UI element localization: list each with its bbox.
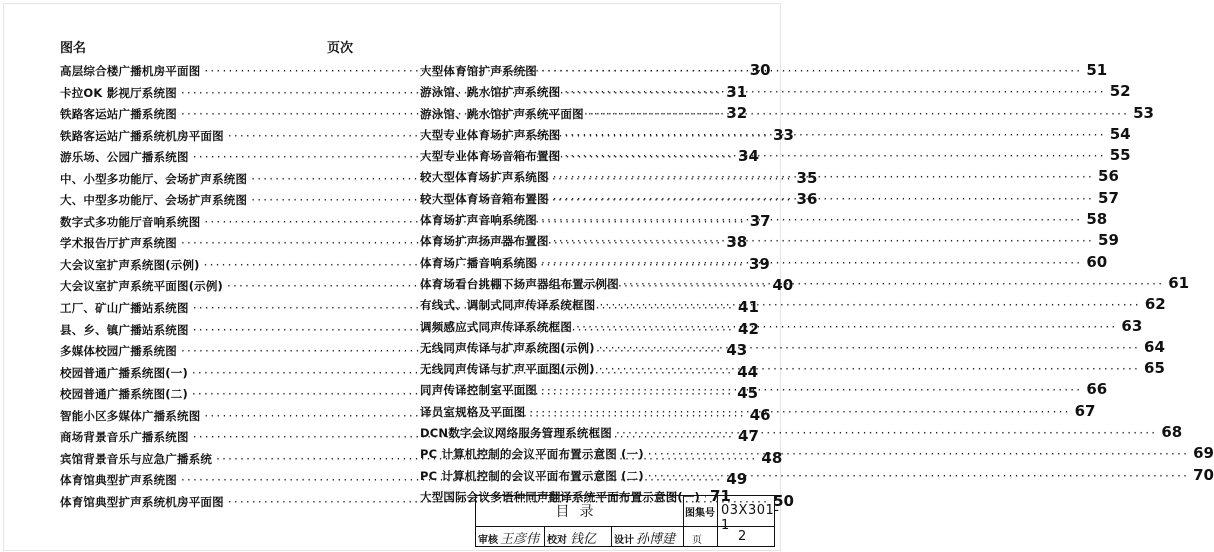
entry-title: 宾馆背景音乐与应急广播系统 [60,451,213,466]
entry-title: 铁路客运站广播系统图 [60,107,177,122]
header-page-label: 页次 [326,41,353,56]
entry-title: 同声传译控制室平面图 [420,383,537,398]
entry-page-number: 53 [1133,103,1154,122]
entry-page-number: 58 [1086,210,1108,229]
header-name-label: 图名 [60,41,87,56]
dot-leader [599,362,1140,376]
entry-title: 校园普通广播系统图(一) [60,365,188,380]
entry-title: 大会议室扩声系统平面图(示例) [60,279,224,294]
dot-leader [541,213,1082,227]
dot-leader [553,170,1094,184]
entry-title: 大型国际会议多语种同声翻译系统平面布置示意图(一) [420,489,701,504]
entry-title: 学术报告厅扩声系统图 [60,236,177,251]
dot-leader [553,234,1094,248]
entry-page-number: 32 [726,104,748,123]
entry-page-number: 37 [749,211,771,230]
entry-page-number: 69 [1193,444,1214,463]
title-block-vline [717,496,718,546]
entry-page-number: 66 [1086,380,1108,399]
review-signature: 王彦伟 [500,532,540,547]
contents-header-spacer [420,33,728,61]
entry-page-number: 45 [737,384,759,403]
entry-page-number: 39 [748,254,770,273]
dot-leader [541,256,1082,270]
entry-title: 中、小型多功能厅、会场扩声系统图 [60,171,248,186]
entry-page-number: 70 [1193,465,1214,484]
entry-page-number: 40 [772,276,794,295]
entry-title: 体育场广播音响系统图 [420,255,537,270]
page-number: 2 [738,529,747,544]
entry-title: 体育馆典型扩声系统机房平面图 [60,494,224,509]
title-block-vline [683,496,684,546]
entry-title: 商场背景音乐广播系统图 [60,430,189,445]
dot-leader [648,469,1189,483]
entry-title: 译员室规格及平面图 [420,404,526,419]
entry-page-number: 54 [1109,124,1131,143]
entry-page-number: 68 [1161,423,1183,442]
entry-page-number: 41 [738,298,759,317]
entry-title: 智能小区多媒体广播系统图 [60,408,201,423]
dot-leader [623,277,1164,291]
title-block [475,495,780,547]
entry-page-number: 60 [1086,252,1108,271]
entry-page-number: 71 [710,486,731,505]
entry-title: DCN数字会议网络服务管理系统框图 [420,426,613,441]
entry-title: 体育场看台挑棚下扬声器组布置示例图 [420,276,619,291]
entry-title: 大、中型多功能厅、会场扩声系统图 [60,193,248,208]
dot-leader [599,341,1140,355]
design-label: 设计 [614,535,634,546]
page-label: 页 [692,535,702,546]
dot-leader [576,320,1117,334]
entry-page-number: 52 [1109,82,1131,101]
dot-leader [600,298,1141,312]
drawing-title: 目录 [555,504,604,520]
entry-title: PC 计算机控制的会议平面布置示意图 (一) [420,447,644,462]
entry-title: 体育馆典型扩声系统图 [60,473,177,488]
entry-page-number: 34 [738,147,759,166]
entry-title: 较大型体育场扩声系统图 [420,170,549,185]
check-signature: 钱亿 [570,532,597,547]
dot-leader [616,426,1157,440]
entry-title: 体育场扩声音响系统图 [420,213,537,228]
entry-page-number: 51 [1086,61,1108,79]
entry-title: 游泳馆、跳水馆扩声系统平面图 [420,106,584,121]
entry-page-number: 55 [1109,146,1131,165]
entry-page-number: 47 [738,427,759,446]
entry-title: 较大型体育场音箱布置图 [420,191,549,206]
title-block-vline [544,526,545,546]
dot-leader [648,447,1189,461]
entry-page-number: 42 [738,319,759,338]
entry-page-number: 46 [749,405,771,424]
entry-title: 大型专业体育场扩声系统图 [420,127,561,142]
atlas-number-label: 图集号 [685,508,715,519]
dot-leader [564,82,1105,101]
entry-page-number: 44 [737,362,759,381]
entry-page-number: 49 [726,470,748,489]
entry-title: 数字式多功能厅音响系统图 [60,214,201,229]
dot-leader [588,107,1129,121]
entry-page-number: 31 [726,82,748,101]
entry-page-number: 33 [773,125,794,144]
dot-leader [564,125,1105,144]
entry-title: 高层综合楼广播机房平面图 [60,64,201,78]
atlas-number: 03X301-1 [721,503,780,533]
dot-leader [529,405,1070,419]
entry-title: 游泳馆、跳水馆扩声系统图 [420,85,561,100]
review-label: 审核 [478,535,498,546]
dot-leader [541,64,1082,78]
entry-page-number: 50 [773,491,794,510]
entry-page-number: 59 [1098,231,1119,250]
entry-title: 多媒体校园广播系统图 [60,344,177,359]
entry-page-number: 43 [726,341,748,360]
entry-title: 大会议室扩声系统图(示例) [60,257,200,272]
entry-title: 调频感应式同声传译系统框图 [420,319,573,334]
entry-title: 有线式、调制式同声传译系统框图 [420,298,596,313]
entry-page-number: 48 [761,448,783,467]
check-label: 校对 [547,535,567,546]
entry-page-number: 57 [1098,188,1119,207]
title-block-vline [611,526,612,546]
dot-leader [541,383,1082,397]
entry-page-number: 56 [1098,167,1119,186]
entry-title: 无线同声传译与扩声系统图(示例) [420,340,595,355]
entry-page-number: 65 [1144,359,1165,378]
entry-page-number: 35 [796,168,818,187]
entry-title: 体育场扩声扬声器布置图 [420,234,549,249]
entry-title: 工厂、矿山广播站系统图 [60,301,189,316]
entry-title: 游乐场、公园广播系统图 [60,150,189,165]
entry-title: 卡拉OK 影视厅系统图 [60,85,177,100]
dot-leader [553,190,1094,209]
entry-page-number: 61 [1168,273,1190,292]
design-signature: 孙博建 [636,532,676,547]
entry-title: 无线同声传译与扩声平面图(示例) [420,362,595,377]
entry-page-number: 63 [1121,316,1143,335]
entry-page-number: 62 [1144,295,1166,314]
entry-title: 大型体育馆扩声系统图 [420,64,537,78]
entry-page-number: 36 [796,190,818,209]
dot-leader [564,147,1105,166]
contents-header [60,33,353,61]
entry-page-number: 67 [1074,401,1096,420]
entry-title: 校园普通广播系统图(二) [60,387,188,402]
entry-page-number: 64 [1144,337,1165,356]
entry-page-number: 30 [749,61,771,79]
entry-title: 县、乡、镇广播站系统图 [60,322,189,337]
entry-title: PC 计算机控制的会议平面布置示意图 (二) [420,468,644,483]
entry-title: 大型专业体育场音箱布置图 [420,149,561,164]
entry-page-number: 38 [726,233,748,252]
entry-title: 铁路客运站广播系统机房平面图 [60,128,224,143]
